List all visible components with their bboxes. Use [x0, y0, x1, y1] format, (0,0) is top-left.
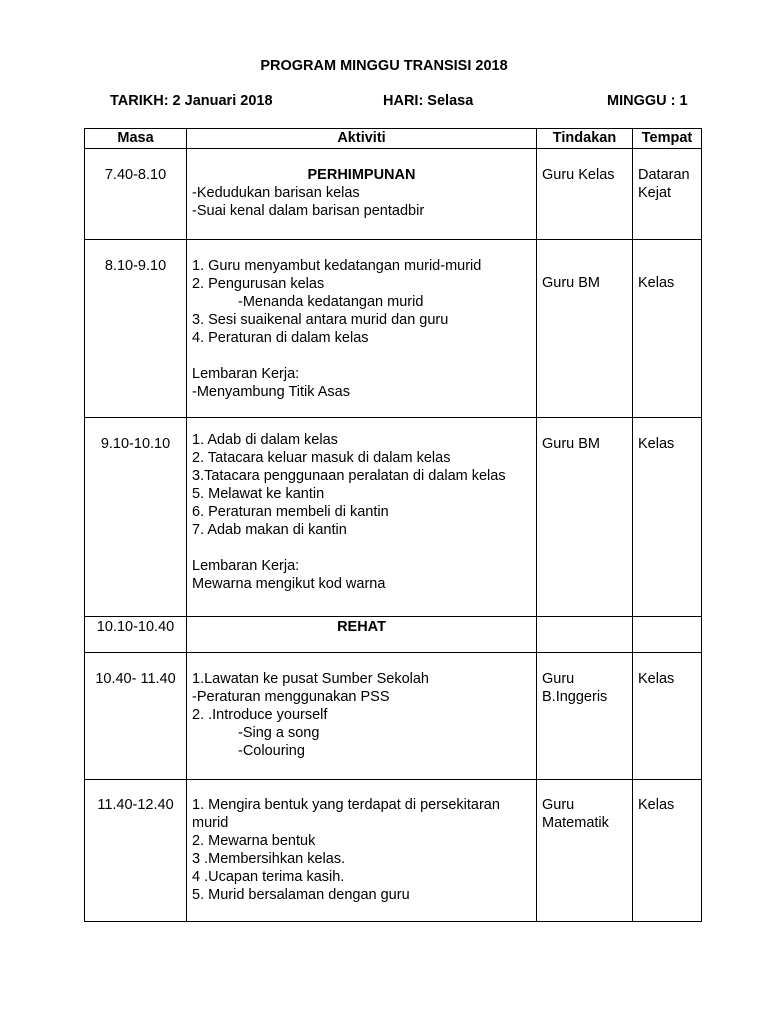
action-text: Guru BM: [542, 436, 601, 452]
place-text: Dataran: [638, 167, 690, 183]
activity-line: murid: [192, 815, 229, 831]
table-row: [85, 418, 702, 617]
place-cell: [633, 418, 702, 617]
activity-line: 4. Peraturan di dalam kelas: [192, 330, 369, 346]
activity-heading: PERHIMPUNAN: [307, 167, 416, 183]
action-text: Guru BM: [542, 275, 601, 291]
activity-line: 3.Tatacara penggunaan peralatan di dalam kelas: [192, 468, 506, 484]
time-text: 10.10-10.40: [96, 619, 175, 635]
place-text: Kelas: [638, 797, 675, 813]
activity-line: Lembaran Kerja:: [192, 366, 300, 382]
place-text: Kejat: [638, 185, 672, 201]
activity-line: -Kedudukan barisan kelas: [192, 185, 360, 201]
place-cell: [633, 780, 702, 922]
action-text: Guru: [542, 797, 575, 813]
header-masa: Masa: [85, 129, 187, 149]
place-text: Kelas: [638, 436, 675, 452]
activity-cell: [187, 617, 537, 653]
activity-line: 2. Pengurusan kelas: [192, 276, 325, 292]
header-tindakan: Tindakan: [537, 129, 633, 149]
place-cell: [633, 149, 702, 240]
activity-line: -Sing a song: [238, 725, 320, 741]
schedule-table: [84, 128, 702, 922]
activity-line: -Peraturan menggunakan PSS: [192, 689, 390, 705]
activity-heading: REHAT: [337, 619, 386, 635]
action-cell: [537, 149, 633, 240]
action-text: Guru: [542, 671, 575, 687]
table-row: [85, 780, 702, 922]
action-cell: [537, 617, 633, 653]
action-cell: [537, 780, 633, 922]
time-text: 8.10-9.10: [104, 258, 167, 274]
action-cell: [537, 240, 633, 418]
time-text: 7.40-8.10: [104, 167, 167, 183]
activity-line: 2. .Introduce yourself: [192, 707, 328, 723]
activity-line: 2. Tatacara keluar masuk di dalam kelas: [192, 450, 451, 466]
activity-line: 1. Adab di dalam kelas: [192, 432, 338, 448]
activity-line: 7. Adab makan di kantin: [192, 522, 347, 538]
activity-line: 2. Mewarna bentuk: [192, 833, 316, 849]
activity-line: 3 .Membersihkan kelas.: [192, 851, 346, 867]
table-header-row: [85, 129, 702, 149]
week-label: MINGGU : 1: [607, 93, 688, 109]
table-row: [85, 149, 702, 240]
header-tempat: Tempat: [633, 129, 702, 149]
action-text: Guru Kelas: [542, 167, 615, 183]
activity-line: 4 .Ucapan terima kasih.: [192, 869, 345, 885]
header-aktiviti: Aktiviti: [187, 129, 537, 149]
activity-cell: [187, 780, 537, 922]
time-text: 10.40- 11.40: [95, 671, 176, 687]
time-cell: [85, 780, 187, 922]
time-text: 11.40-12.40: [97, 797, 174, 813]
place-cell: [633, 653, 702, 780]
activity-line: Mewarna mengikut kod warna: [192, 576, 386, 592]
activity-line: 6. Peraturan membeli di kantin: [192, 504, 389, 520]
time-cell: [85, 418, 187, 617]
action-text: Matematik: [542, 815, 609, 831]
place-cell: [633, 617, 702, 653]
time-cell: [85, 617, 187, 653]
document-title: PROGRAM MINGGU TRANSISI 2018: [260, 58, 508, 74]
action-cell: [537, 653, 633, 780]
action-cell: [537, 418, 633, 617]
time-cell: [85, 149, 187, 240]
activity-line: -Menanda kedatangan murid: [238, 294, 424, 310]
action-text: B.Inggeris: [542, 689, 608, 705]
activity-line: -Suai kenal dalam barisan pentadbir: [192, 203, 425, 219]
time-text: 9.10-10.10: [100, 436, 171, 452]
activity-line: 1. Mengira bentuk yang terdapat di persekitaran: [192, 797, 500, 813]
activity-line: 1.Lawatan ke pusat Sumber Sekolah: [192, 671, 429, 687]
place-text: Kelas: [638, 275, 675, 291]
activity-line: 5. Murid bersalaman dengan guru: [192, 887, 410, 903]
activity-line: -Colouring: [238, 743, 305, 759]
time-cell: [85, 653, 187, 780]
place-cell: [633, 240, 702, 418]
place-text: Kelas: [638, 671, 675, 687]
activity-line: 3. Sesi suaikenal antara murid dan guru: [192, 312, 449, 328]
activity-cell: [187, 240, 537, 418]
activity-line: Lembaran Kerja:: [192, 558, 300, 574]
table-row: [85, 240, 702, 418]
activity-line: 1. Guru menyambut kedatangan murid-murid: [192, 258, 482, 274]
day-label: HARI: Selasa: [383, 93, 474, 109]
activity-cell: [187, 418, 537, 617]
activity-line: 5. Melawat ke kantin: [192, 486, 325, 502]
activity-cell: [187, 653, 537, 780]
date-label: TARIKH: 2 Januari 2018: [110, 93, 273, 109]
table-row: [85, 653, 702, 780]
activity-cell: [187, 149, 537, 240]
table-row: [85, 617, 702, 653]
activity-line: -Menyambung Titik Asas: [192, 384, 350, 400]
time-cell: [85, 240, 187, 418]
